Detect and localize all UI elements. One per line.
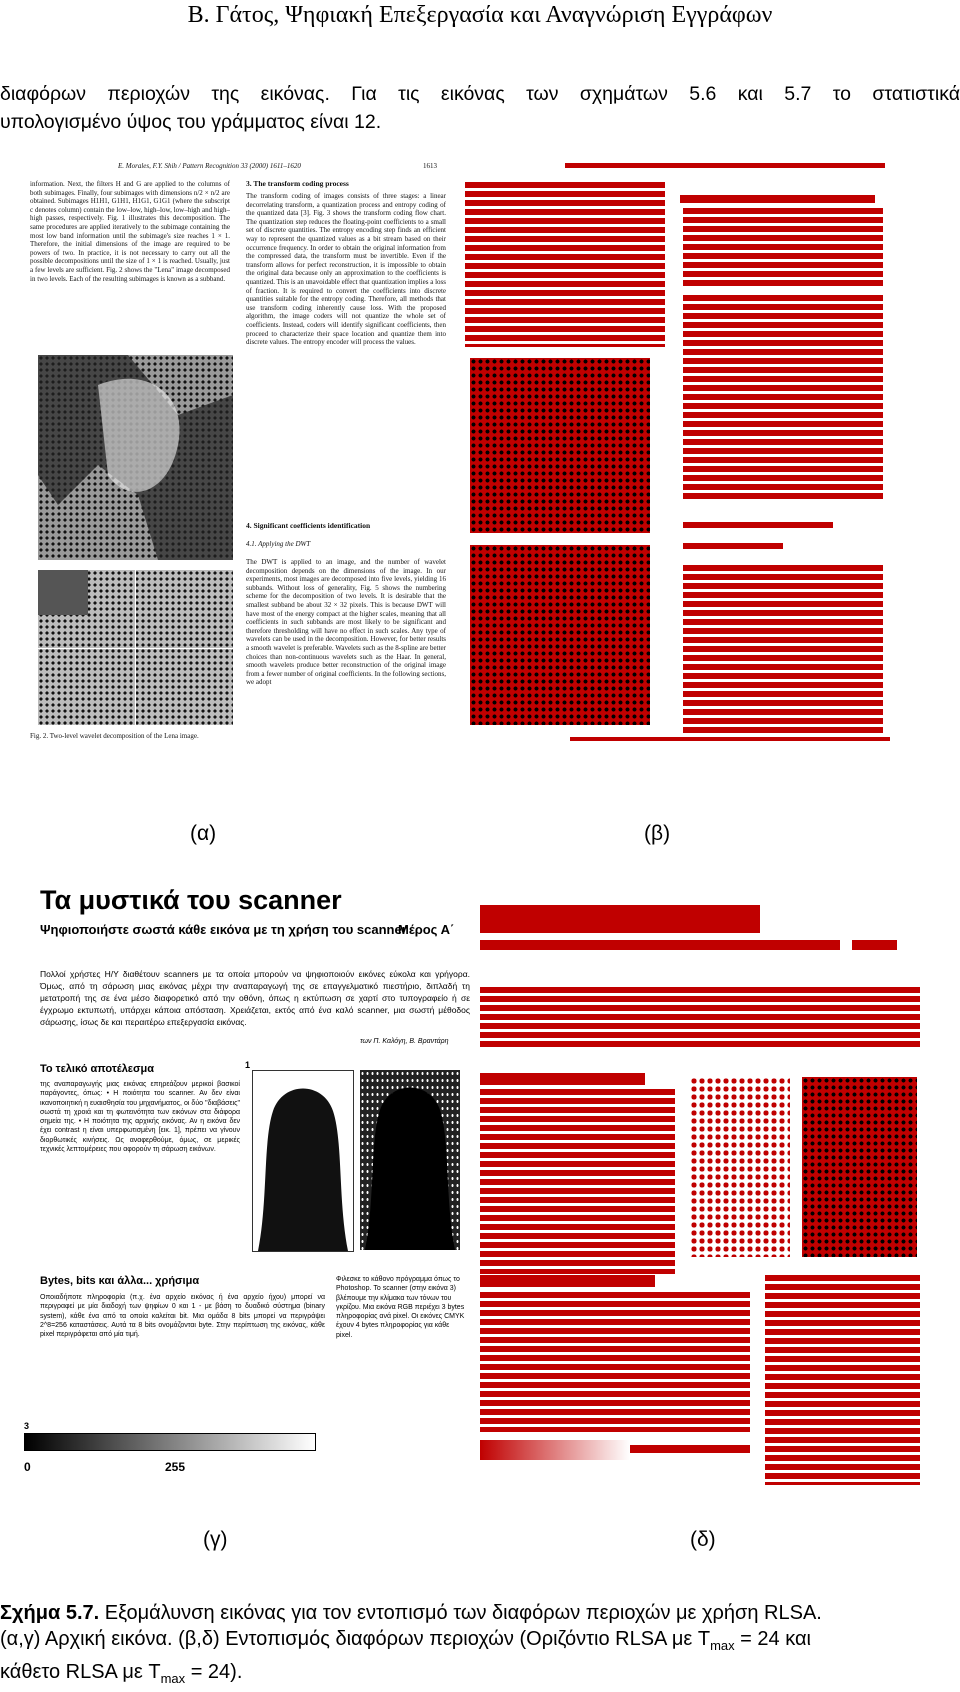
body-paragraph <box>0 80 960 136</box>
magazine-subtitle: Ψηφιοποιήστε σωστά κάθε εικόνα με τη χρήση του scanner <box>40 922 407 937</box>
running-head: E. Morales, F.Y. Shih / Pattern Recognition 33 (2000) 1611–1620 <box>118 162 301 170</box>
magazine-title: Τα μυστικά του scanner <box>40 885 342 915</box>
left-column-text: information. Next, the filters H and G are applied to the columns of both subimages. Finally, four subimages with dimensions n/2 × n/2 are obtained. Subimages H1H1, G1H1, H1G1, G1G1 (where the subscript c denotes column) contain the low–low, high–low, low–high and high–high passes, respectively. Fig. 1 illustrates this decomposition. The same procedures are applied iteratively to the subimage containing the most low band information until the subimage's size reaches 1 × 1. Therefore, the initial dimensions of the image are required to be powers of two. In practice, it is not necessary to carry out all the possible decompositions until the size of 1 × 1 is reached. Usually, just a few levels are sufficient. Fig. 2 shows the "Lena" image decomposed in two levels. Each of the resulting subimages is known as a subband. <box>30 180 230 283</box>
scale-label-low: 0 <box>24 1460 31 1474</box>
gorilla-image-2 <box>360 1070 460 1250</box>
caption-sub-1: max <box>710 1638 735 1653</box>
red-gorilla-1 <box>690 1077 790 1257</box>
caption-text-1: Εξομάλυνση εικόνας για τον εντοπισμό των διαφόρων περιοχών με χρήση RLSA. <box>99 1602 822 1624</box>
label-d: (δ) <box>690 1528 716 1551</box>
section-text-final-result: της αναπαραγωγής μιας εικόνας επηρεάζουν μερικοί βασικοί παράγοντες, όπως: • Η ποιότητα του scanner. Αν δεν είναι ικανοποιητική η ευαισθησία του μηχανήματος, οι δύο "διαβάσεις" σωστά τη χροιά και τη φωτεινότητα των εικόνων στα διάφορα σημεία της. • Η ποιότητα της αρχικής εικόνας. Αν η εικόνα δεν έχει contrast η είναι υπερφωτισμένη [εικ. 1], πρέπει να γίνουν διορθωτικές κινήσεις. Ως αναφερθούμε, όμως, σε μερικές τεχνικές λεπτομέρειες που αφορούν τη σάρωση εικόνων. <box>40 1081 240 1154</box>
label-a: (α) <box>190 822 217 845</box>
caption-sub-2: max <box>160 1671 186 1686</box>
caption-line-1 <box>0 1600 960 1626</box>
figure-caption <box>0 1600 960 1692</box>
caption-text-3b: = 24). <box>185 1661 243 1683</box>
red-gorilla-2 <box>802 1077 917 1257</box>
page-number: 1613 <box>423 162 437 170</box>
column-3-text: Φιλεσκε το κάθονο πρόγραμμα όπως το Photoshop. Το scanner (στην εικόνα 3) βλέπουμε την κλίμακα των τόνων του γκρίζου. Μια εικόνα RGB περιέχει 3 bytes πληροφορίας ανά pixel. Οι εικόνες CMYK έχουν 4 bytes πληροφορίας για κάθε pixel. <box>336 1276 465 1339</box>
red-intro-block <box>480 987 920 1047</box>
red-gradient-bar <box>480 1440 630 1460</box>
image-number-3: 3 <box>24 1421 30 1431</box>
section-heading-bytes: Bytes, bits και άλλα... χρήσιμα <box>40 1275 200 1287</box>
wavelet-decomposition-image <box>38 570 233 725</box>
scale-label-high: 255 <box>165 1460 186 1474</box>
label-b: (β) <box>644 822 671 845</box>
figure-b-rlsa-result <box>465 160 905 745</box>
magazine-intro: Πολλοί χρήστες Η/Υ διαθέτουν scanners με τα οποία μπορούν να ψηφιοποιούν εικόνες εύκολα και γρήγορα. Όμως, από τη σάρωση μιας εικόνας μέχρι την αναπαραγωγή της σε επαγγελματικό πιεστήριο, διπλαδή τη μετατροπή της σε ένα μέσο διαφορετικό από την οθόνη, όπως η εκτύπωση σε χαρτί στο τυπογραφείο ή σε έγχρωμο εκτυπωτή, υπάρχει κάποια απόσταση. Χρειάζεται, εκτός από ένα καλό scanner, μια σωστή μέθοδος σάρωσης, ίσως δε και περαιτέρω επεξεργασία εικόνας. <box>40 969 470 1027</box>
page-header: Β. Γάτος, Ψηφιακή Επεξεργασία και Αναγνώριση Εγγράφων <box>187 2 773 28</box>
label-c: (γ) <box>203 1528 228 1551</box>
grayscale-gradient-bar <box>24 1433 316 1451</box>
caption-line-3 <box>0 1659 960 1692</box>
red-lena-block <box>470 358 650 533</box>
image-number-1: 1 <box>245 1060 251 1070</box>
section-4-heading: 4. Significant coefficients identification <box>246 522 371 530</box>
section-3-heading: 3. The transform coding process <box>246 180 349 188</box>
section-4-1-text: The DWT is applied to an image, and the number of wavelet decomposition depends on the dimensions of the image. In our experiments, most images are decomposed into five levels, yielding 16 subbands. Without loss of generality, Fig. 5 shows the numbering scheme for the decomposition of two levels. It is desirable that the smallest subband be about 32 × 32 pixels. This is because DWT will have most of the energy compact at the higher scales, meaning that all coefficients in such subbands are most likely to be significant and therefore thresholding will have no effect in such scales. Any type of wavelets can be used in the decomposition. However, for better results a smooth wavelet is preferable. Wavelets such as the 8-spline are better choices than non-continuous wavelets such as the Haar. In general, smooth wavelets produce better reconstruction of the original image from a fewer number of original coefficients. In the following sections, we adopt <box>246 558 446 687</box>
section-4-1-heading: 4.1. Applying the DWT <box>246 540 311 548</box>
figure-d-rlsa-result <box>480 905 925 1485</box>
caption-label: Σχήμα 5.7. <box>0 1602 100 1624</box>
figure-caption: Fig. 2. Two-level wavelet decomposition of the Lena image. <box>30 732 199 740</box>
lena-image <box>38 355 233 560</box>
caption-text-2a: (α,γ) Αρχική εικόνα. (β,δ) Εντοπισμός διαφόρων περιοχών (Οριζόντιο RLSA με T <box>0 1628 711 1650</box>
caption-line-2 <box>0 1626 960 1659</box>
section-heading-final-result: Το τελικό αποτέλεσμα <box>40 1063 155 1075</box>
figure-a-scanned-page <box>28 160 448 745</box>
figure-c-magazine-page <box>20 885 475 1485</box>
red-title-block <box>480 905 760 933</box>
paragraph-line-2: υπολογισμένο ύψος του γράμματος είναι 12. <box>0 111 382 133</box>
lena-shape <box>38 355 233 560</box>
section-text-bytes: Οποιαδήποτε πληροφορία (π.χ. ένα αρχείο εικόνας ή ένα αρχείο ήχου) μπορεί να περιγραφεί με μία διαδοχή των ψηφίων 0 και 1 - με βάση το δυαδικό σύστημα (binary system), κάθε ένα από τα οποία καλείται bit. Μια ομάδα 8 bits μπορεί να περιγράψει 2^8=256 καταστάσεις. Αυτά τα 8 bits ονομάζονται byte. Στην περίπτωση της εικόνας, κάθε pixel περιγράφεται από μία τιμή. <box>40 1294 325 1339</box>
caption-text-3a: κάθετο RLSA με T <box>0 1661 161 1683</box>
paragraph-line-1: διαφόρων περιοχών της εικόνας. Για τις εικόνας των σχημάτων 5.6 και 5.7 το στατιστικά <box>0 83 960 105</box>
magazine-part: Μέρος Α΄ <box>398 922 455 937</box>
caption-text-2b: = 24 και <box>734 1628 811 1650</box>
magazine-byline: των Π. Καλόγη, Β. Βραντάρη <box>360 1038 449 1045</box>
section-3-text: The transform coding of images consists of three stages: a linear decorrelating transform, a quantization process and entropy coding of the quantized data [3]. Fig. 3 shows the transform coding flow chart. The quantization step reduces the floating-point coefficients to a small set of discrete quantities. The entropy encoding step finds an efficient way to represent the quantized values as a bit stream based on their occurrence frequency. In order to obtain the original information from the compressed data, the transform must be invertible. Even if the transform allows for perfect reconstruction, it is impossible to obtain the original data because only an approximation to the coefficients is quantized. This is an unavoidable effect that quantization implies a loss of fraction. It is required to convert the coefficients into discrete quantities suitable for the entropy coding. Therefore, all methods that use transform coding inherently cause loss. With the proposed algorithm, the image coders will not quantize the whole set of coefficients. Instead, coders will identify significant coefficients, then proceed to characterize their space location and quantize them into discrete values. The entropy encoder will process the values. <box>246 192 446 347</box>
gorilla-image-1 <box>252 1070 354 1252</box>
red-wavelet-block <box>470 545 650 725</box>
